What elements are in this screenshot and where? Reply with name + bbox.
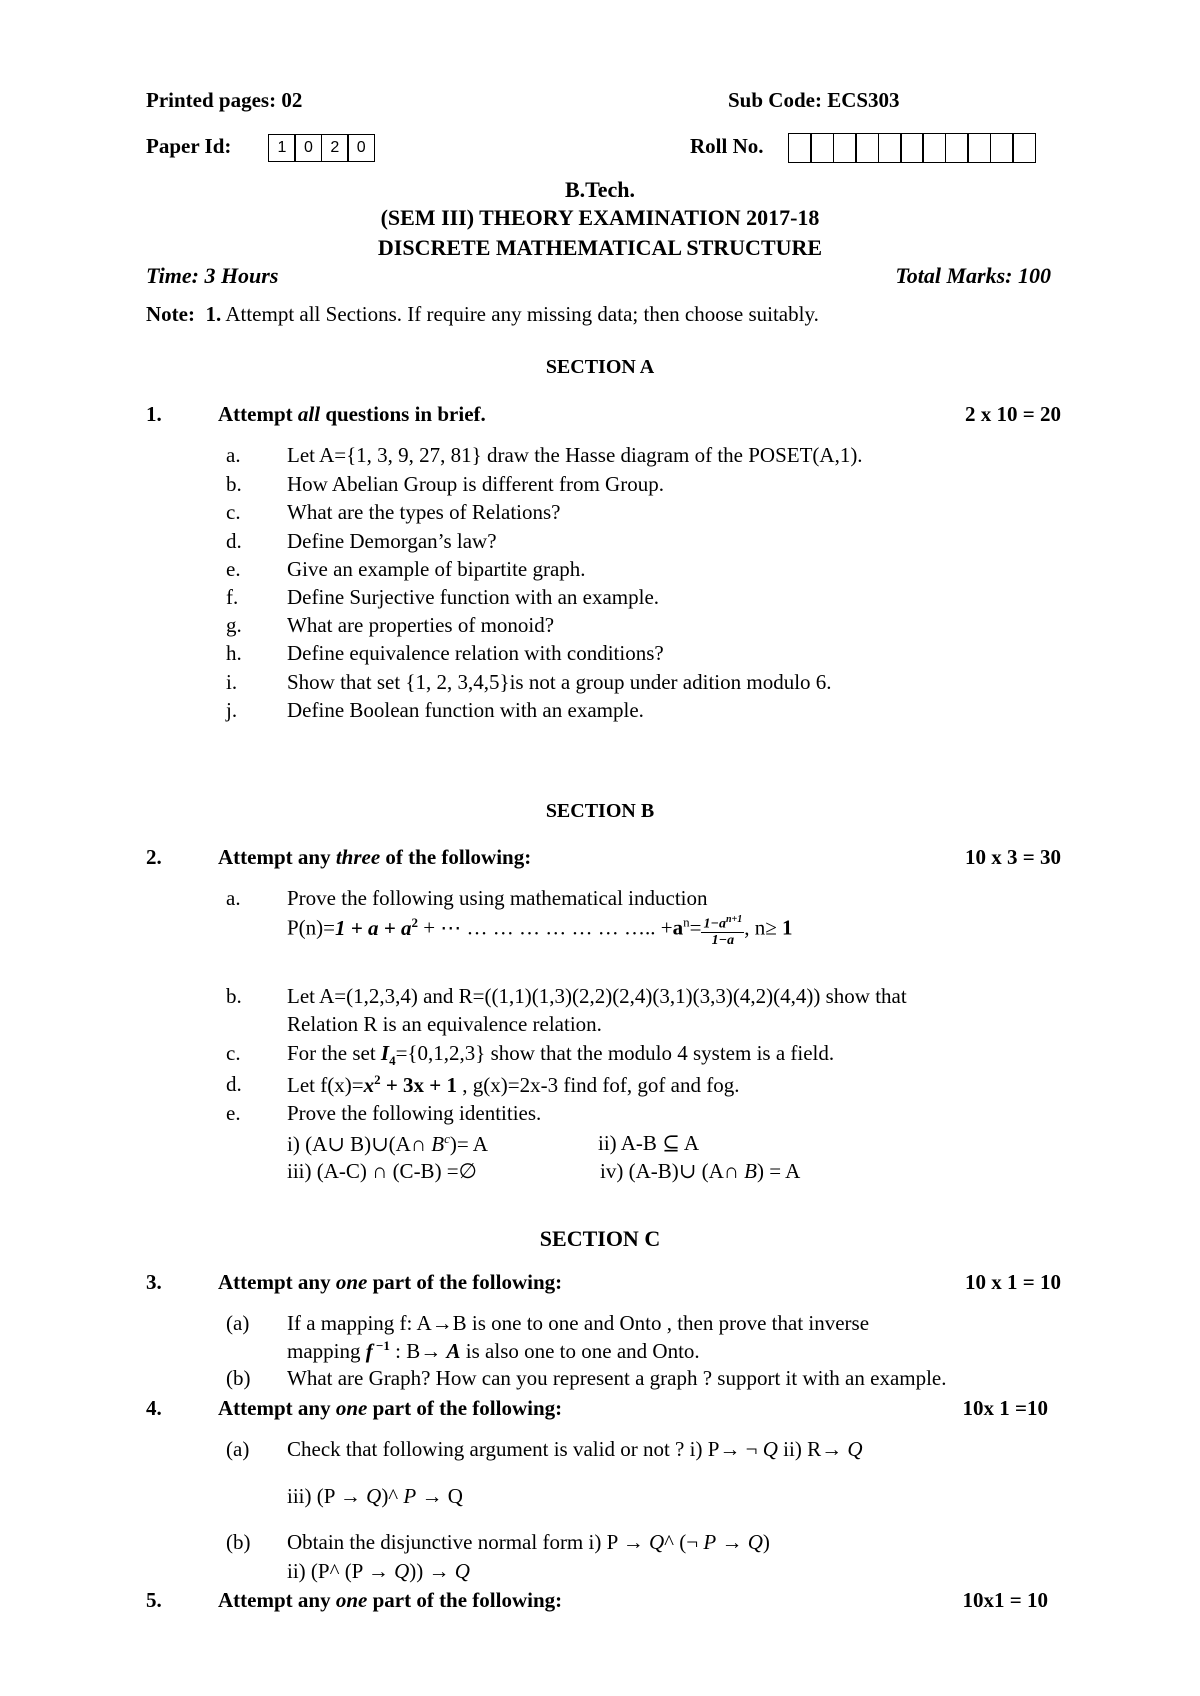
note-label: Note: [146,302,195,326]
section-c-title: SECTION C [539,1226,661,1251]
q5-marks: 10x1 = 10 [962,1588,1048,1612]
q2d-text: Let $f(x)=x^2 + 3x + 1$ , g(x)=2x-3 find fof, gof and fog. [287,1072,740,1097]
section-b-title: SECTION B [545,800,655,822]
q1-item-label: a. [226,443,241,467]
q1-item-text: Let A={1, 3, 9, 27, 81} draw the Hasse diagram of the POSET(A,1). [287,443,863,467]
q1-item-text: Define Demorgan’s law? [287,529,497,553]
q4a-label: (a) [226,1437,250,1461]
total-marks: Total Marks: 100 [895,263,1051,288]
q1-item-label: d. [226,529,242,553]
roll-no-box[interactable] [878,133,902,163]
roll-no-box[interactable] [967,133,991,163]
q2e-identity-i: i) (A∪ B)∪(A∩ $B^c)= A$ [287,1131,488,1156]
q2e-identity-iii: iii) (A-C) ∩ (C-B) =∅ [287,1159,477,1183]
q2e-identity-ii: ii) A-B ⊆ A [598,1131,700,1155]
q1-item-text: What are properties of monoid? [287,613,555,637]
q3-text: Attempt any one part of the following: [218,1270,563,1294]
note-num: 1. [205,302,222,326]
q1-item-text: Show that set {1, 2, 3,4,5}is not a group under adition modulo 6. [287,670,832,694]
section-a-title: SECTION A [545,356,655,378]
q3-marks: 10 x 1 = 10 [965,1270,1061,1294]
q2e-text: Prove the following identities. [287,1101,542,1125]
printed-pages: Printed pages: 02 [146,88,303,112]
q3b-text: What are Graph? How can you represent a graph ? support it with an example. [287,1366,947,1390]
roll-no-box[interactable] [990,133,1014,163]
roll-no-label: Roll No. [690,134,764,158]
roll-no-box[interactable] [788,133,812,163]
q1-item-text: How Abelian Group is different from Group. [287,472,664,496]
q2a-formula: $P(n)=1 + a + a^2$ + ⋯ … … … … … … ….. $+a^n=$ $\frac{1-a^{n+1}}{1-a}$ , n≥ 1 [287,914,793,948]
q1-item-label: e. [226,557,241,581]
roll-no-box[interactable] [945,133,969,163]
q3a-label: (a) [226,1311,250,1335]
paper-id-digit: 0 [347,134,375,162]
q4-marks: 10x 1 =10 [962,1396,1048,1420]
q3a-text2: mapping f $^{-1}$ : B→ A is also one to one and Onto. [287,1338,700,1363]
q4b-ii: ii) (P^ (P → Q)) → Q [287,1559,470,1583]
paper-id-digit: 1 [268,134,296,162]
q2-text: Attempt any three of the following: [218,845,532,869]
roll-no-boxes [788,133,1036,163]
q1-marks: 2 x 10 = 20 [965,402,1061,426]
q5-num: 5. [146,1588,162,1612]
q1-text: Attempt all questions in brief. [218,402,486,426]
q2b-text2: Relation R is an equivalence relation. [287,1012,602,1036]
q1-item-label: b. [226,472,242,496]
exam-title: (SEM III) THEORY EXAMINATION 2017-18 [380,205,820,230]
q3b-label: (b) [226,1366,251,1390]
q3-num: 3. [146,1270,162,1294]
fraction: $\frac{1-a^{n+1}}{1-a}$ [703,914,743,948]
roll-no-box[interactable] [810,133,834,163]
note [146,302,819,327]
q4-num: 4. [146,1396,162,1420]
q4a-iii: iii) (P → Q)^ P → Q [287,1484,463,1508]
sub-code: Sub Code: ECS303 [728,88,900,112]
roll-no-box[interactable] [1012,133,1036,163]
q1-item-label: c. [226,500,241,524]
note-text: Attempt all Sections. If require any missing data; then choose suitably. [225,302,819,326]
roll-no-box[interactable] [855,133,879,163]
q1-item-label: i. [226,670,238,694]
q2c-label: c. [226,1041,241,1065]
q3a-text1: If a mapping f: A→B is one to one and Onto , then prove that inverse [287,1311,870,1335]
q4b-label: (b) [226,1530,251,1554]
q1-item-text: What are the types of Relations? [287,500,561,524]
roll-no-box[interactable] [900,133,924,163]
paper-id-digit: 0 [294,134,322,162]
q1-item-text: Give an example of bipartite graph. [287,557,586,581]
q2c-text: For the set $I_4=\{0,1,2,3\}$ show that the modulo 4 system is a field. [287,1041,835,1069]
q5-text: Attempt any one part of the following: [218,1588,563,1612]
time: Time: 3 Hours [146,263,279,288]
q2a-label: a. [226,886,241,910]
q2d-label: d. [226,1072,242,1096]
q2b-label: b. [226,984,242,1008]
degree: B.Tech. [564,177,636,202]
q1-item-text: Define equivalence relation with conditions? [287,641,664,665]
q4b-text: Obtain the disjunctive normal form i) P → Q^ (¬ P → Q) [287,1530,770,1554]
q1-item-label: g. [226,613,242,637]
roll-no-box[interactable] [833,133,857,163]
q1-item-label: f. [226,585,239,609]
q1-item-label: h. [226,641,242,665]
q2b-text1: Let A=(1,2,3,4) and R=((1,1)(1,3)(2,2)(2,4)(3,1)(3,3)(4,2)(4,4)) show that [287,984,907,1008]
q1-item-text: Define Surjective function with an example. [287,585,660,609]
paper-id-label: Paper Id: [146,134,232,158]
q4a-text: Check that following argument is valid or not ? i) P→ ¬ Q ii) R→ Q [287,1437,863,1461]
q2-num: 2. [146,845,162,869]
q1-item-text: Define Boolean function with an example. [287,698,644,722]
roll-no-box[interactable] [922,133,946,163]
q4-text: Attempt any one part of the following: [218,1396,563,1420]
q2a-text: Prove the following using mathematical induction [287,886,708,910]
subject-title: DISCRETE MATHEMATICAL STRUCTURE [377,235,823,260]
q1-item-label: j. [226,698,238,722]
q2-marks: 10 x 3 = 30 [965,845,1061,869]
q2e-identity-iv: iv) (A-B)∪ (A∩ B) = A [600,1159,801,1183]
q2e-label: e. [226,1101,241,1125]
paper-id-boxes [268,134,375,162]
q1-num: 1. [146,402,162,426]
paper-id-digit: 2 [321,134,349,162]
